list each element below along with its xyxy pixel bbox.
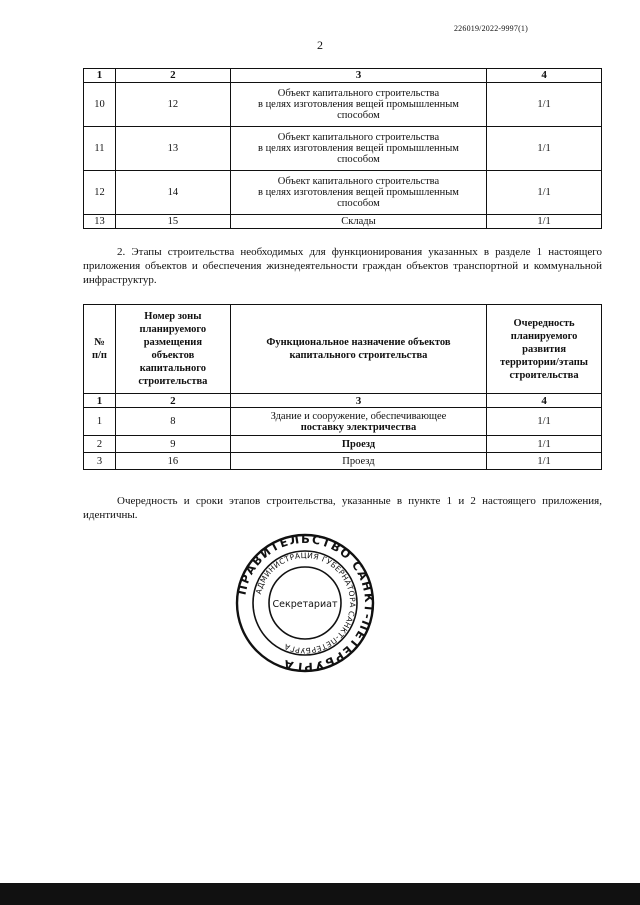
seal-center-text: Секретариат bbox=[272, 599, 338, 610]
table-row bbox=[84, 127, 602, 171]
table-row bbox=[84, 453, 602, 470]
row-index: 11 bbox=[84, 127, 116, 171]
object-purpose: Объект капитального строительства в целях изготовления вещей промышленным способом bbox=[230, 127, 487, 171]
row-index: 12 bbox=[84, 171, 116, 215]
column-number: 2 bbox=[115, 69, 230, 83]
row-index: 13 bbox=[84, 215, 116, 229]
document-number: 226019/2022-9997(1) bbox=[453, 24, 528, 33]
header-development-order: Очередность планируемого развития территории/этапы строительства bbox=[487, 305, 602, 394]
zone-number: 16 bbox=[115, 453, 230, 470]
object-purpose: Проезд bbox=[230, 453, 486, 470]
zone-number: 12 bbox=[115, 83, 230, 127]
construction-stages-table bbox=[83, 304, 602, 470]
stage-value: 1/1 bbox=[487, 127, 602, 171]
column-number: 3 bbox=[230, 69, 487, 83]
stage-value: 1/1 bbox=[487, 408, 602, 436]
zone-number: 15 bbox=[115, 215, 230, 229]
zone-number: 13 bbox=[115, 127, 230, 171]
table-row bbox=[84, 436, 602, 453]
page-number: 2 bbox=[317, 38, 323, 52]
object-purpose: Объект капитального строительства в целях изготовления вещей промышленным способом bbox=[230, 83, 487, 127]
zone-number: 14 bbox=[115, 171, 230, 215]
zone-number: 8 bbox=[115, 408, 230, 436]
stage-value: 1/1 bbox=[487, 171, 602, 215]
column-number: 3 bbox=[230, 394, 486, 408]
scan-border bbox=[0, 883, 640, 905]
stage-value: 1/1 bbox=[487, 453, 602, 470]
table-row bbox=[84, 83, 602, 127]
stage-value: 1/1 bbox=[487, 215, 602, 229]
table-header-row bbox=[84, 69, 602, 83]
header-row-number: № п/п bbox=[84, 305, 116, 394]
table-header-row bbox=[84, 305, 602, 394]
row-index: 1 bbox=[84, 408, 116, 436]
object-purpose: Склады bbox=[230, 215, 487, 229]
seal-outer-text: ПРАВИТЕЛЬСТВО САНКТ-ПЕТЕРБУРГА bbox=[234, 532, 376, 674]
paragraph-section-2: 2. Этапы строительства необходимых для функционирования указанных в разделе 1 настоящего приложения объектов и обеспечения жизнедеятельности граждан объектов транспортной и коммунальной инфраструктур. bbox=[83, 246, 602, 286]
row-index: 3 bbox=[84, 453, 116, 470]
paragraph-conclusion: Очередность и сроки этапов строительства, указанные в пункте 1 и 2 настоящего приложения, идентичны. bbox=[83, 495, 602, 521]
objects-table-continued bbox=[83, 68, 602, 229]
header-functional-purpose: Функциональное назначение объектов капитального строительства bbox=[230, 305, 486, 394]
object-purpose: Проезд bbox=[230, 436, 486, 453]
table-column-numbers-row bbox=[84, 394, 602, 408]
table-row bbox=[84, 408, 602, 436]
object-purpose: Здание и сооружение, обеспечивающее поставку электричества bbox=[230, 408, 486, 436]
row-index: 2 bbox=[84, 436, 116, 453]
official-seal bbox=[234, 532, 376, 674]
object-purpose: Объект капитального строительства в целях изготовления вещей промышленным способом bbox=[230, 171, 487, 215]
column-number: 4 bbox=[487, 394, 602, 408]
column-number: 2 bbox=[115, 394, 230, 408]
table-row bbox=[84, 215, 602, 229]
stage-value: 1/1 bbox=[487, 83, 602, 127]
column-number: 1 bbox=[84, 394, 116, 408]
column-number: 1 bbox=[84, 69, 116, 83]
table-row bbox=[84, 171, 602, 215]
row-index: 10 bbox=[84, 83, 116, 127]
seal-inner-text: АДМИНИСТРАЦИЯ ГУБЕРНАТОРА САНКТ-ПЕТЕРБУРГА bbox=[253, 550, 358, 656]
zone-number: 9 bbox=[115, 436, 230, 453]
stage-value: 1/1 bbox=[487, 436, 602, 453]
column-number: 4 bbox=[487, 69, 602, 83]
header-zone-number: Номер зоны планируемого размещения объектов капитального строительства bbox=[115, 305, 230, 394]
